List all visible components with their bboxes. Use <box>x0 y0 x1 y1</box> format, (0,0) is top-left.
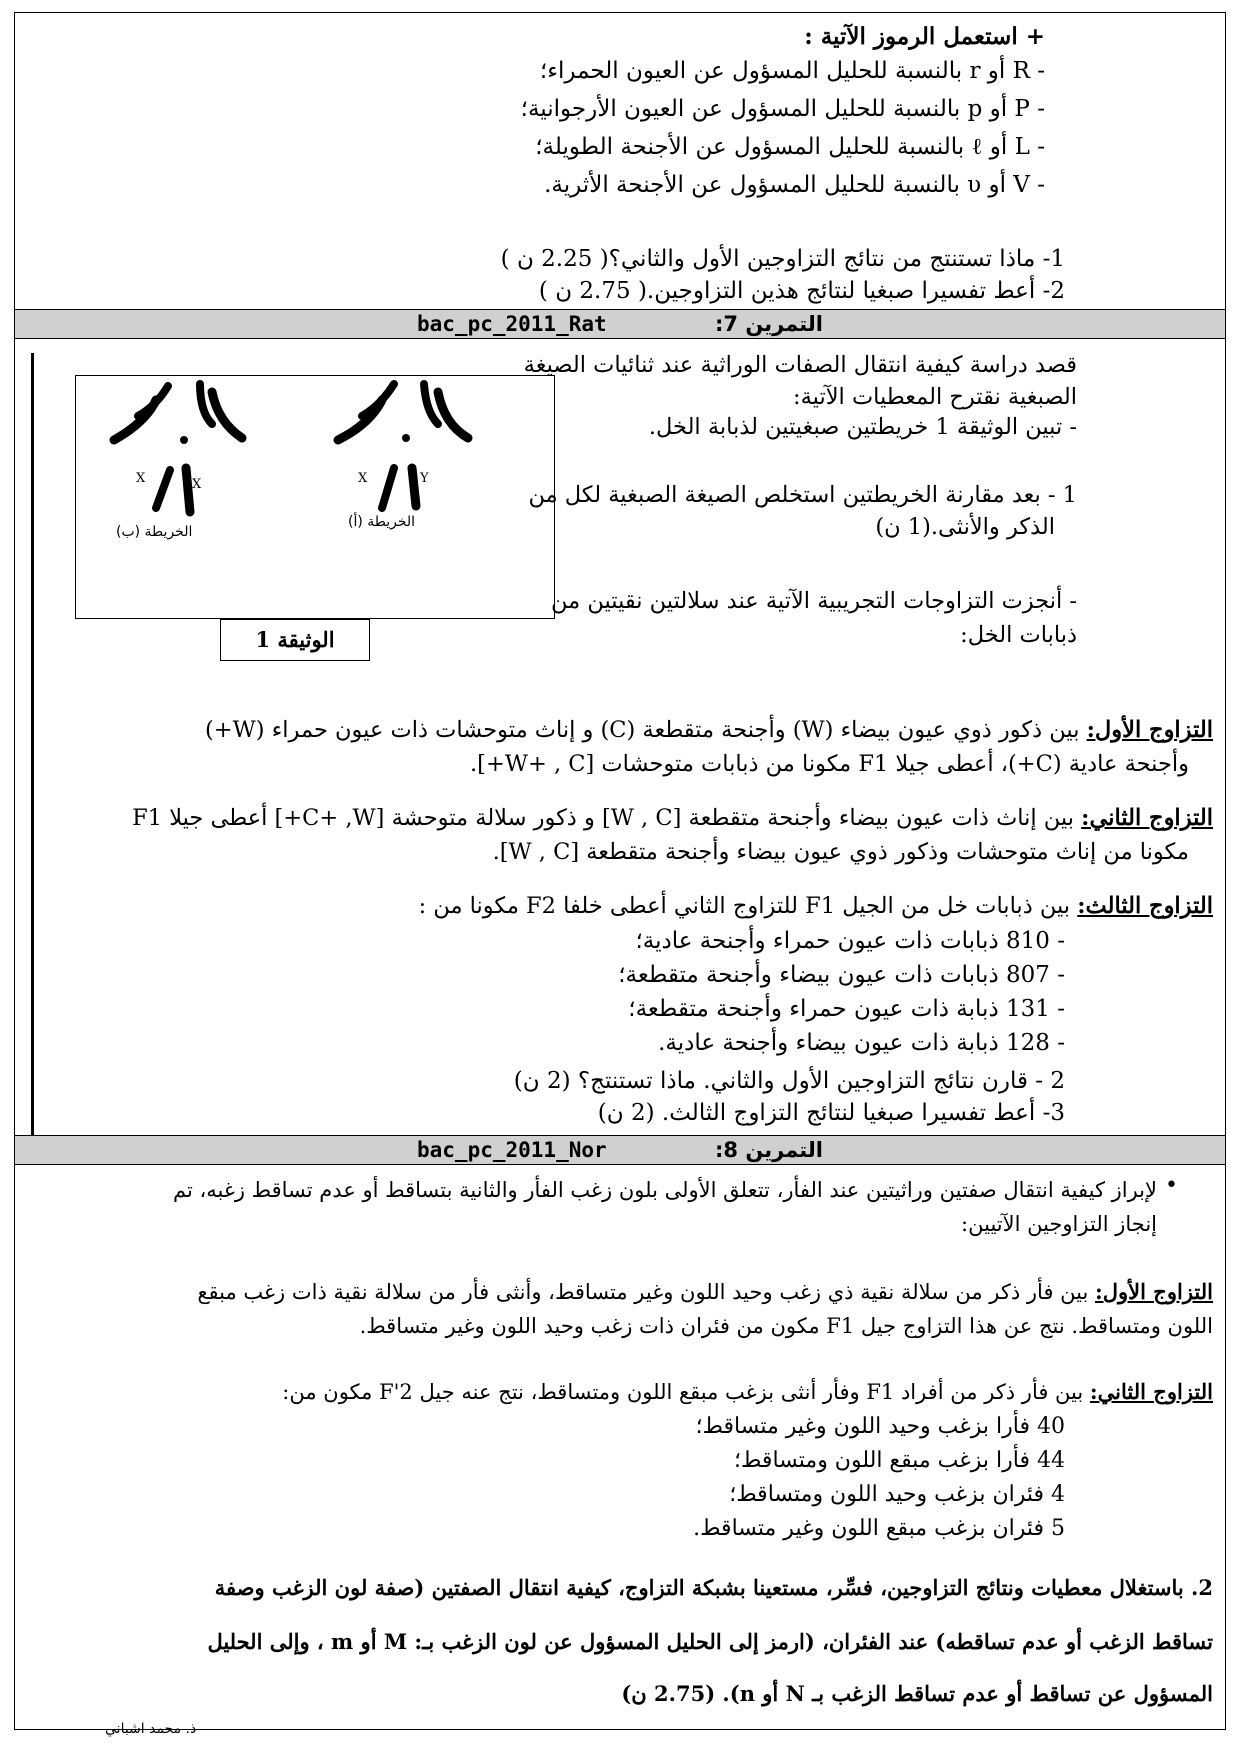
symbol-item: - P أو p بالنسبة للحليل المسؤول عن العيون الأرجوانية؛ <box>520 96 1045 122</box>
ex8-cross-2-text: بين فأر ذكر من أفراد F1 وفأر أنثى بزغب مبقع اللون ومتساقط، نتج عنه جيل F'2 مكون من: <box>282 1380 1084 1404</box>
question-1: 1- ماذا تستنتج من نتائج التزاوجين الأول والثاني؟( 2.25 ن ) <box>500 246 1065 272</box>
symbols-heading: + استعمل الرموز الآتية : <box>804 23 1045 50</box>
karyotype-b-label: الخريطة (ب) <box>116 524 193 540</box>
ex7-question-3: 3- أعط تفسيرا صبغيا لنتائج التزاوج الثالث. (2 ن) <box>597 1100 1065 1126</box>
document-1-label: الوثيقة 1 <box>220 619 370 661</box>
ex8-intro: لإبراز كيفية انتقال صفتين وراثيتين عند الفأر، تتعلق الأولى بلون زغب الفأر والثانية بتساقط أو عدم تساقط زغبه، تم <box>173 1178 1157 1202</box>
chromosome-dot <box>180 436 188 444</box>
chromosome <box>114 400 156 440</box>
ex7-question-2: 2 - قارن نتائج التزاوجين الأول والثاني. ماذا تستنتج؟ (2 ن) <box>513 1068 1065 1094</box>
karyotype-drawings <box>76 376 554 618</box>
ex8-question-line-2: تساقط الزغب أو عدم تساقطه) عند الفئران، (ارمز إلى الحليل المسؤول عن لون الزغب بـ: M أو m ، وإلى الحليل <box>207 1629 1213 1654</box>
worksheet-page <box>14 12 1226 1737</box>
ex7-cross-1 <box>51 713 1213 747</box>
chromosome <box>156 470 170 508</box>
ex7-cross-1-cont: وأجنحة عادية (C+)، أعطى جيلا F1 مكونا من ذبابات متوحشات [W+ , C+]. <box>470 751 1189 777</box>
ex8-result: 5 فئران بزغب مبقع اللون وغير متساقط. <box>693 1516 1065 1541</box>
ex8-intro-cont: إنجاز التزاوجين الآتيين: <box>961 1212 1157 1236</box>
ex8-result: 44 فأرا بزغب مبقع اللون ومتساقط؛ <box>734 1448 1065 1473</box>
chrom-label-a-x: X <box>358 471 368 486</box>
ex8-cross-2 <box>45 1375 1213 1409</box>
chromosome <box>212 392 242 438</box>
ex8-cross-2-label: التزاوج الثاني: <box>1089 1379 1213 1404</box>
ex7-question-1: 1 - بعد مقارنة الخريطتين استخلص الصيغة الصبغية لكل من <box>528 482 1077 508</box>
exercise-8-title: التمرين 8: <box>715 1138 823 1162</box>
chrom-label-b-x2: X <box>192 477 202 492</box>
author-signature: ذ. محمد اشباني <box>105 1721 197 1737</box>
ex7-cross-1-label: التزاوج الأول: <box>1086 717 1213 743</box>
exercise-8-header <box>15 1135 1225 1165</box>
ex7-cross-2-label: التزاوج الثاني: <box>1081 805 1213 831</box>
ex8-question-line-1: 2. باستغلال معطيات ونتائج التزاوجين، فسِّر، مستعينا بشبكة التزاوج، كيفية انتقال الصفتين (صفة لون الزغب وصفة <box>214 1575 1213 1600</box>
ex7-cross-intro: - أنجزت التزاوجات التجريبية الآتية عند سلالتين نقيتين من <box>551 588 1077 614</box>
chrom-label-b-x1: X <box>136 471 146 486</box>
symbol-item: - R أو r بالنسبة للحليل المسؤول عن العيون الحمراء؛ <box>539 58 1045 84</box>
ex7-cross-3-label: التزاوج الثالث: <box>1077 893 1213 919</box>
chromosome <box>382 468 394 508</box>
ex7-cross-intro-cont: ذبابات الخل: <box>960 622 1077 648</box>
ex8-question-line-3: المسؤول عن تساقط أو عدم تساقط الزغب بـ N أو n). (2.75 ن) <box>621 1681 1213 1706</box>
f2-result: - 810 ذبابات ذات عيون حمراء وأجنحة عادية؛ <box>635 928 1065 954</box>
ex7-cross-3-text: بين ذبابات خل من الجيل F1 للتزاوج الثاني أعطى خلفا F2 مكونا من : <box>418 893 1071 919</box>
ex8-cross-1-cont: اللون ومتساقط. نتج عن هذا التزاوج جيل F1 مكون من فئران ذات زغب وحيد اللون وغير متساقط. <box>359 1314 1213 1338</box>
document-1-figure <box>75 375 555 619</box>
bullet-icon: • <box>1165 1173 1178 1198</box>
ex8-result: 40 فأرا بزغب وحيد اللون وغير متساقط؛ <box>695 1414 1065 1439</box>
ex8-cross-1 <box>45 1275 1213 1309</box>
f2-result: - 807 ذبابات ذات عيون بيضاء وأجنحة متقطعة؛ <box>618 962 1065 988</box>
chromosome <box>412 468 416 506</box>
karyotype-a-label: الخريطة (أ) <box>348 514 416 530</box>
chromosome <box>186 468 190 512</box>
chrom-label-a-y: Y <box>420 471 429 486</box>
chromosome <box>338 400 382 440</box>
exercise-7-header <box>15 309 1225 339</box>
symbol-item: - V أو υ بالنسبة للحليل المسؤول عن الأجنحة الأثرية. <box>544 172 1045 198</box>
ex7-cross-2-cont: مكونا من إناث متوحشات وذكور ذوي عيون بيضاء وأجنحة متقطعة [W , C]. <box>492 839 1189 865</box>
f2-result: - 128 ذبابة ذات عيون بيضاء وأجنحة عادية. <box>658 1030 1065 1056</box>
ex7-cross-2 <box>51 801 1213 835</box>
exercise-7-margin-rule <box>31 353 34 1135</box>
ex7-question-1-cont: الذكر والأنثى.(1 ن) <box>875 514 1055 540</box>
ex7-intro-line: الصبغية نقترح المعطيات الآتية: <box>793 384 1077 410</box>
ex8-result: 4 فئران بزغب وحيد اللون ومتساقط؛ <box>729 1482 1065 1507</box>
chromosome <box>438 392 468 438</box>
ex7-intro-line: - تبين الوثيقة 1 خريطتين صبغيتين لذبابة الخل. <box>648 414 1077 440</box>
chromosome-dot <box>402 434 410 442</box>
ex7-cross-1-text: بين ذكور ذوي عيون بيضاء (W) وأجنحة متقطعة (C) و إناث متوحشات ذات عيون حمراء (W+) <box>205 717 1080 743</box>
exercise-8-code: bac_pc_2011_Nor <box>417 1138 607 1162</box>
ex7-cross-2-text: بين إناث ذات عيون بيضاء وأجنحة متقطعة [W , C] و ذكور سلالة متوحشة [C+ ,W+] أعطى جيلا F1 <box>132 805 1074 831</box>
question-2: 2- أعط تفسيرا صبغيا لنتائج هذين التزاوجين.( 2.75 ن ) <box>538 278 1065 304</box>
f2-result: - 131 ذبابة ذات عيون حمراء وأجنحة متقطعة؛ <box>628 996 1065 1022</box>
ex7-intro-line: قصد دراسة كيفية انتقال الصفات الوراثية عند ثنائيات الصيغة <box>523 352 1077 378</box>
symbol-item: - L أو ℓ بالنسبة للحليل المسؤول عن الأجنحة الطويلة؛ <box>535 134 1045 160</box>
ex8-cross-1-label: التزاوج الأول: <box>1095 1279 1213 1304</box>
ex7-cross-3 <box>315 889 1213 923</box>
exercise-7-title: التمرين 7: <box>715 312 823 336</box>
exercise-7-code: bac_pc_2011_Rat <box>417 312 607 336</box>
ex8-cross-1-text: بين فأر ذكر من سلالة نقية ذي زغب وحيد اللون وغير متساقط، وأنثى فأر من سلالة نقية ذات زغب مبقع <box>197 1280 1089 1304</box>
